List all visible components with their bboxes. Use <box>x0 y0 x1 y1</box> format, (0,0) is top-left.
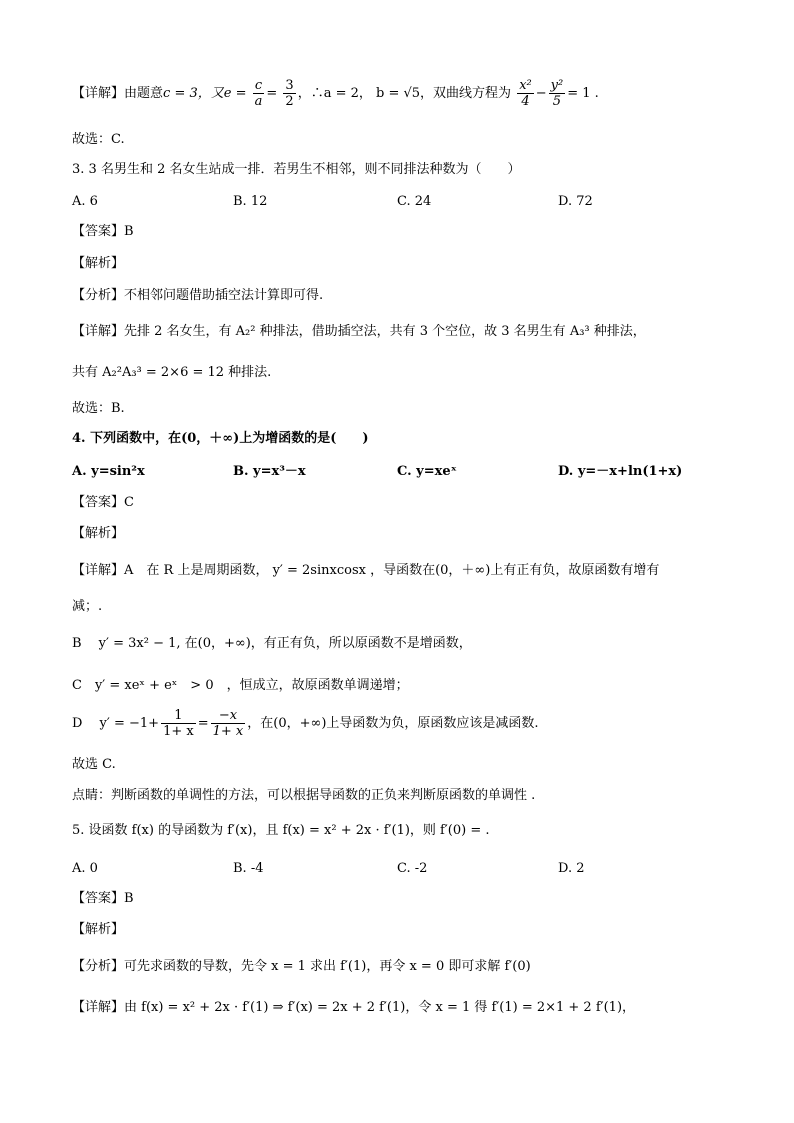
q4-answer: 【答案】C <box>72 495 134 510</box>
fraction <box>161 708 196 739</box>
q5-option-d: D. 2 <box>558 861 585 876</box>
q3-option-b: B. 12 <box>233 194 268 209</box>
math: − <box>535 86 547 101</box>
denominator: 1+ x <box>212 724 244 739</box>
q4-option-a: A. y=sin²x <box>72 464 145 479</box>
q4-option-b: B. y=x³－x <box>233 464 306 479</box>
fraction <box>253 78 265 109</box>
q4-analysis-tag: 【解析】 <box>72 526 125 541</box>
q4-detail-b: B y′ = 3x² − 1, 在(0，+∞)，有正有负，所以原函数不是增函数， <box>72 636 472 651</box>
q3-analysis-tag: 【解析】 <box>72 256 125 271</box>
detail-tag: 【详解】 <box>72 86 125 101</box>
math: e = <box>223 86 247 101</box>
q3-option-a: A. 6 <box>72 194 98 209</box>
denominator: 4 <box>521 94 530 109</box>
question-4-stem: 4. 下列函数中，在(0，＋∞)上为增函数的是( ) <box>72 431 369 446</box>
q4-detail-1: 【详解】A 在 R 上是周期函数， y′ = 2sinxcosx ，导函数在(0，＋∞)上有正有负，故原函数有增有 <box>72 563 660 578</box>
q5-fenxi: 【分析】可先求函数的导数，先令 x = 1 求出 f′(1)，再令 x = 0 即可求解 f′(0) <box>72 959 531 974</box>
q5-analysis-tag: 【解析】 <box>72 922 125 937</box>
q3-choice: 故选：B. <box>72 401 125 416</box>
denominator: 2 <box>285 94 294 109</box>
detail-line-q2 <box>72 78 599 109</box>
q5-answer: 【答案】B <box>72 891 134 906</box>
q3-answer: 【答案】B <box>72 224 134 239</box>
text: ，∴a = 2， b = √5，双曲线方程为 <box>297 86 512 101</box>
q3-option-c: C. 24 <box>397 194 432 209</box>
fraction <box>211 708 246 739</box>
q4-detail-c: C y′ = xeˣ + eˣ > 0 ，恒成立，故原函数单调递增； <box>72 678 409 693</box>
q5-option-a: A. 0 <box>72 861 98 876</box>
math: = <box>197 716 209 731</box>
q4-detail-2: 减；. <box>72 599 103 614</box>
q4-choice: 故选 C. <box>72 757 116 772</box>
question-5-stem: 5. 设函数 f(x) 的导函数为 f′(x)，且 f(x) = x² + 2x · f′(1)，则 f′(0) = . <box>72 823 490 838</box>
q4-option-c: C. y=xeˣ <box>397 464 457 479</box>
q4-note: 点睛：判断函数的单调性的方法，可以根据导函数的正负来判断原函数的单调性 . <box>72 788 536 803</box>
q3-detail-1: 【详解】先排 2 名女生，有 A₂² 种排法，借助插空法，共有 3 个空位，故 3 名男生有 A₃³ 种排法， <box>72 324 646 339</box>
denominator: 1+ x <box>163 724 194 739</box>
numerator: x² <box>519 78 532 93</box>
fraction <box>549 78 566 109</box>
choice-line: 故选：C. <box>72 132 125 147</box>
math: = 1 . <box>567 86 599 101</box>
text: 由题意 <box>124 86 164 101</box>
text: D y′ = −1+ <box>72 716 160 731</box>
numerator: 3 <box>285 78 294 93</box>
numerator: −x <box>211 708 246 724</box>
numerator: y² <box>550 78 564 93</box>
fraction <box>283 78 295 109</box>
numerator: 1 <box>161 708 196 724</box>
q4-detail-d <box>72 708 539 740</box>
q5-option-b: B. -4 <box>233 861 264 876</box>
question-3-stem: 3. 3 名男生和 2 名女生站成一排．若男生不相邻，则不同排法种数为（ ） <box>72 162 521 177</box>
denominator: a <box>254 94 263 109</box>
q3-detail-2: 共有 A₂²A₃³ = 2×6 = 12 种排法. <box>72 365 272 380</box>
q5-option-c: C. -2 <box>397 861 428 876</box>
math: c = 3，又 <box>163 86 224 101</box>
fraction <box>517 78 534 109</box>
q4-option-d: D. y=－x+ln(1+x) <box>558 464 683 479</box>
q3-option-d: D. 72 <box>558 194 593 209</box>
text: ，在(0，+∞)上导函数为负，原函数应该是减函数. <box>247 716 539 731</box>
q5-detail: 【详解】由 f(x) = x² + 2x · f′(1) ⇒ f′(x) = 2x + 2 f′(1)，令 x = 1 得 f′(1) = 2×1 + 2 f′(1)， <box>72 1000 636 1015</box>
numerator: c <box>253 78 265 94</box>
q3-fenxi: 【分析】不相邻问题借助插空法计算即可得. <box>72 288 324 303</box>
denominator: 5 <box>552 94 562 109</box>
math: = <box>266 86 278 101</box>
